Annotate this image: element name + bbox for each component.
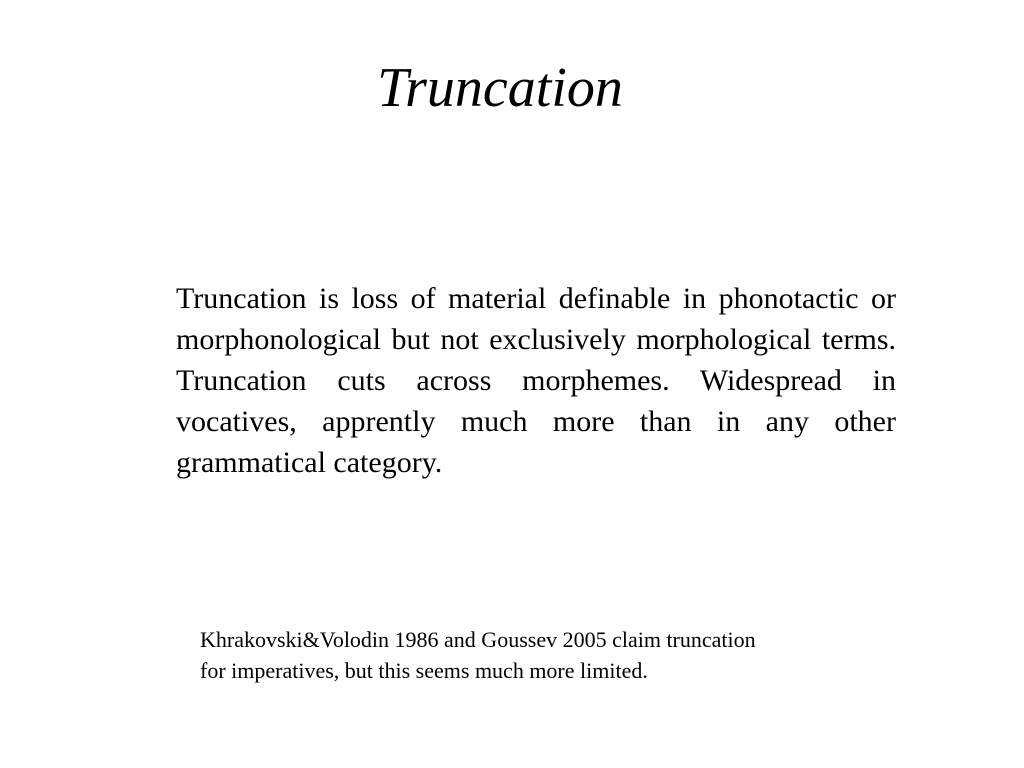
slide-title: Truncation bbox=[377, 57, 623, 119]
footnote-line-1: Khrakovski&Volodin 1986 and Goussev 2005 claim truncation bbox=[200, 627, 756, 652]
slide-footnote bbox=[200, 624, 920, 686]
footnote-line-2: for imperatives, but this seems much more limited. bbox=[200, 658, 648, 683]
slide-body-text: Truncation is loss of material definable in phonotactic or morphonological but not exclusively morphological terms. Truncation cuts across morphemes. Widespread in vocatives, apprently much more than in any other grammatical category. bbox=[176, 282, 896, 479]
